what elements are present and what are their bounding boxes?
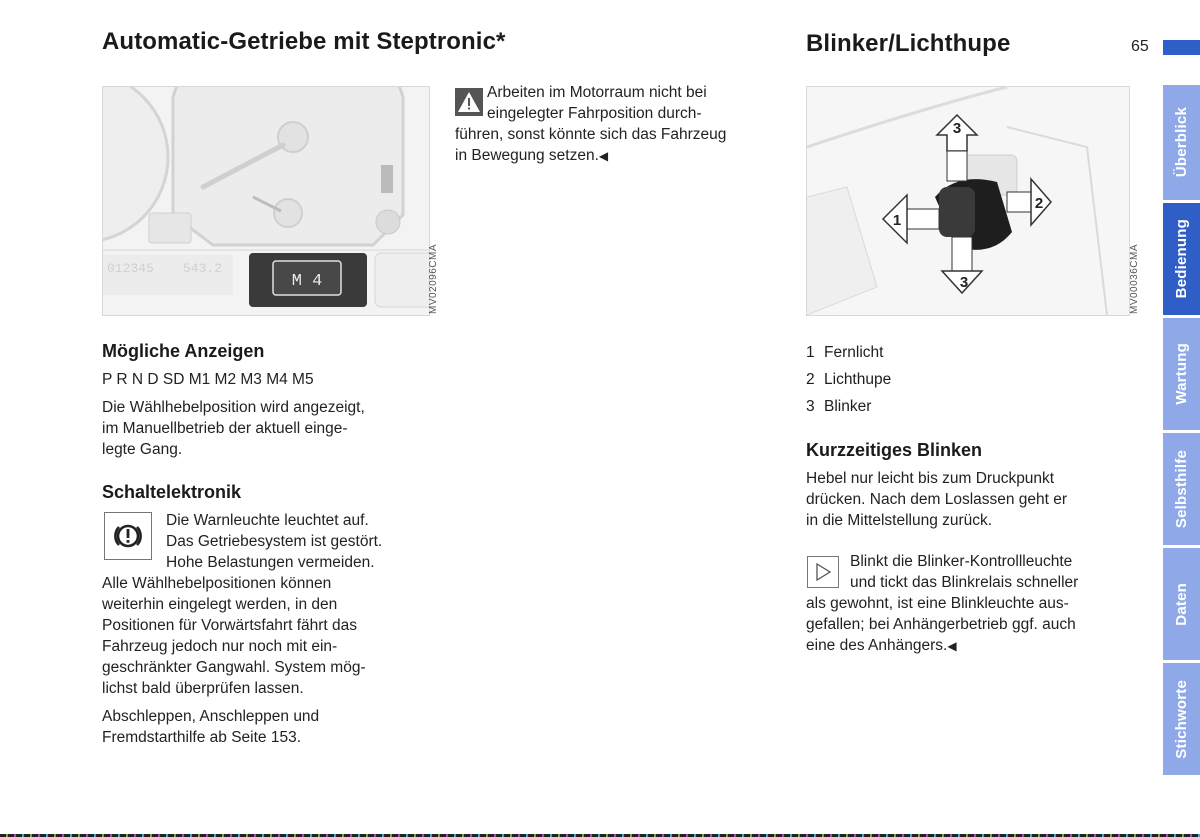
legend-item: 2 Lichthupe [806,371,892,388]
gear-positions-list: P R N D SD M1 M2 M3 M4 M5 [102,371,314,388]
right-figure-code: MV00036CMA [1129,243,1140,314]
schalt-warning-line-1: Die Warnleuchte leuchtet auf. [166,512,369,529]
blinken-line-3: in die Mittelstellung zurück. [806,512,993,529]
gear-display: M 4 [291,272,323,291]
note-line-3: als gewohnt, ist eine Blinkleuchte aus- [806,595,1069,612]
lever-illustration [807,87,1129,315]
side-tab-daten[interactable]: Daten [1163,548,1200,660]
right-page-title: Blinker/Lichthupe [806,30,1011,57]
page-number: 65 [1131,38,1149,55]
side-tab-stichworte[interactable]: Stichworte [1163,663,1200,775]
arrow-label-right: 2 [1034,195,1044,212]
schalt-body-line-2: weiterhin eingelegt werden, in den [102,596,338,613]
heading-moegliche-anzeigen: Mögliche Anzeigen [102,341,265,361]
heading-schaltelektronik: Schaltelektronik [102,482,242,502]
warning-line-2: eingelegter Fahrposition durch- [487,105,702,122]
arrow-label-up: 3 [952,120,962,137]
heading-kurzzeitiges-blinken: Kurzzeitiges Blinken [806,440,983,460]
instrument-cluster-illustration [103,87,429,315]
note-line-4: gefallen; bei Anhängerbetrieb ggf. auch [806,616,1076,633]
warning-line-4: in Bewegung setzen. [455,147,599,164]
anzeigen-line-2: im Manuellbetrieb der aktuell einge- [102,420,348,437]
schalt-body-line-3: Positionen für Vorwärtsfahrt fährt das [102,617,358,634]
note-line-5: eine des Anhängers. [806,637,948,654]
odometer-readout: 012345 [107,261,154,276]
blinken-line-2: drücken. Nach dem Loslassen geht er [806,491,1068,508]
anzeigen-line-1: Die Wählhebelposition wird angezeigt, [102,399,365,416]
schalt-body-line-4: Fahrzeug jedoch nur noch mit ein- [102,638,338,655]
warning-line-1: Arbeiten im Motorraum nicht bei [487,84,707,101]
left-figure-code: MV02096CMA [428,243,439,314]
blinken-line-1: Hebel nur leicht bis zum Druckpunkt [806,470,1055,487]
side-tab-selbsthilfe[interactable]: Selbsthilfe [1163,433,1200,545]
side-tab-bedienung[interactable]: Bedienung [1163,203,1200,315]
instrument-cluster-figure [102,86,430,316]
reference-line-2: Fremdstarthilfe ab Seite 153. [102,729,302,746]
left-page-title: Automatic-Getriebe mit Steptronic* [102,28,506,55]
arrow-label-left: 1 [892,212,902,229]
reference-line-1: Abschleppen, Anschleppen und [102,708,320,725]
anzeigen-line-3: legte Gang. [102,441,183,458]
schalt-warning-line-3: Hohe Belastungen vermeiden. [166,554,375,571]
schalt-warning-line-2: Das Getriebesystem ist gestört. [166,533,383,550]
legend-item: 3 Blinker [806,398,872,415]
note-line-2: und tickt das Blinkrelais schneller [850,574,1079,591]
legend-list [806,339,1136,420]
note-line-1: Blinkt die Blinker-Kontrollleuchte [850,553,1073,570]
end-marker-icon: ◀ [947,639,957,653]
turn-signal-lever-figure [806,86,1130,316]
arrow-label-down: 3 [959,274,969,291]
warning-line-3: führen, sonst könnte sich das Fahrzeug [455,126,727,143]
schalt-body-line-1: Alle Wählhebelpositionen können [102,575,332,592]
side-tab-ueberblick[interactable]: Überblick [1163,85,1200,200]
trip-readout: 543.2 [183,261,223,276]
end-marker-icon: ◀ [598,149,609,163]
schalt-body-line-6: lichst bald überprüfen lassen. [102,680,304,697]
page-accent-bar [1163,40,1200,55]
legend-item: 1 Fernlicht [806,344,884,361]
schalt-body-line-5: geschränkter Gangwahl. System mög- [102,659,366,676]
side-tab-wartung[interactable]: Wartung [1163,318,1200,430]
